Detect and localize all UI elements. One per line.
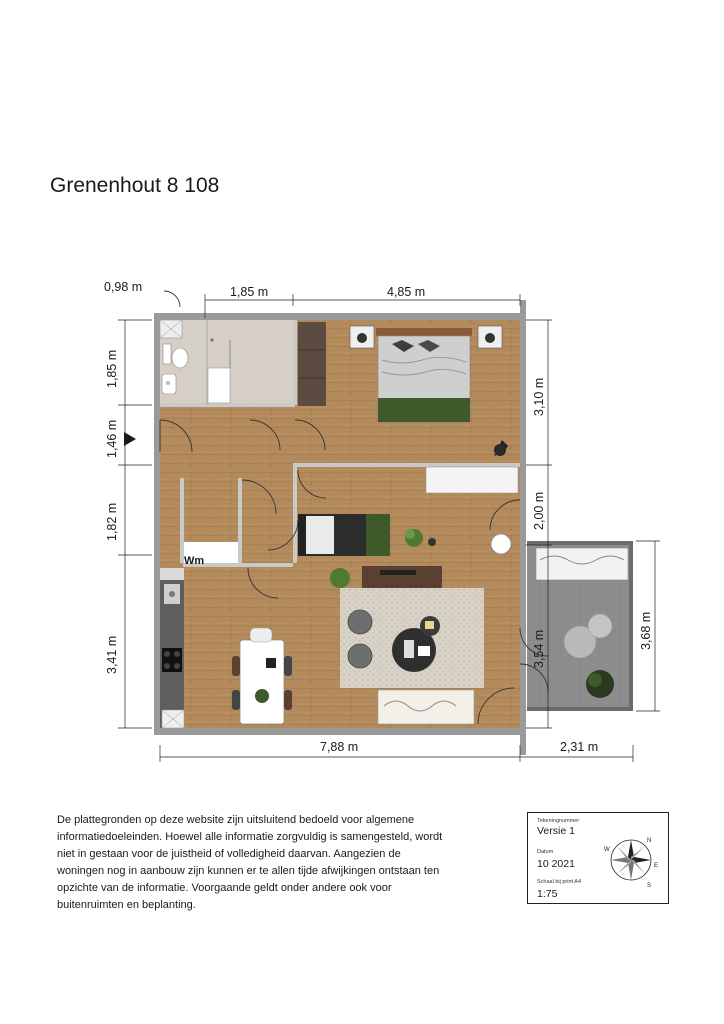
compass-rose-icon: [602, 831, 660, 889]
title-block: [527, 812, 669, 904]
date-value: 10 2021: [537, 858, 575, 870]
date-label: Datum: [537, 849, 554, 855]
dim-right-living: 3,54 m: [532, 629, 546, 668]
disclaimer-line: opzichte van de informatie. Voorgaande geldt onder andere ook voor: [57, 882, 392, 894]
drawing-number-label: Tekeningnummer: [537, 818, 580, 824]
dim-top-main: 4,85 m: [387, 285, 426, 299]
dim-left-living: 3,41 m: [105, 635, 119, 674]
compass-n: N: [647, 838, 652, 844]
disclaimer-line: De plattegronden op deze website zijn uitsluitend bedoeld voor algemene: [57, 814, 415, 826]
dim-top-bath: 1,85 m: [230, 285, 269, 299]
washer-label: Wm: [184, 555, 205, 567]
version-value: Versie 1: [537, 825, 575, 837]
compass-s: S: [647, 883, 652, 889]
dim-left-storage: 1,82 m: [105, 502, 119, 541]
page-title: Grenenhout 8 108: [50, 174, 220, 197]
compass-e: E: [654, 863, 659, 869]
dim-left-bath: 1,85 m: [105, 349, 119, 388]
dim-bottom-balcony: 2,31 m: [560, 740, 599, 754]
entrance-arrow-icon: [124, 432, 136, 446]
compass-w: W: [604, 847, 610, 853]
disclaimer-line: woningen nog in aanbouw zijn kunnen er te allen tijde afwijkingen ontstaan ten: [57, 865, 440, 877]
disclaimer-line: buitenruimten en beplanting.: [57, 899, 196, 911]
dim-left-hall: 1,46 m: [105, 419, 119, 458]
dim-bottom-total: 7,88 m: [320, 740, 359, 754]
dim-right-bedroom1: 3,10 m: [532, 377, 546, 416]
dim-right-balcony: 3,68 m: [639, 611, 653, 650]
scale-value: 1:75: [537, 888, 558, 900]
disclaimer-line: niet in gestaan voor de juistheid of volledigheid daarvan. Aangezien de: [57, 848, 401, 860]
dim-top-left: 0,98 m: [104, 280, 143, 294]
disclaimer-line: informatiedoeleinden. Hoewel alle informatie zorgvuldig is samengesteld, wordt: [57, 831, 443, 843]
scale-label: Schaal bij print A4: [537, 879, 582, 885]
dim-right-bedroom2: 2,00 m: [532, 491, 546, 530]
disclaimer-text: [57, 812, 477, 914]
